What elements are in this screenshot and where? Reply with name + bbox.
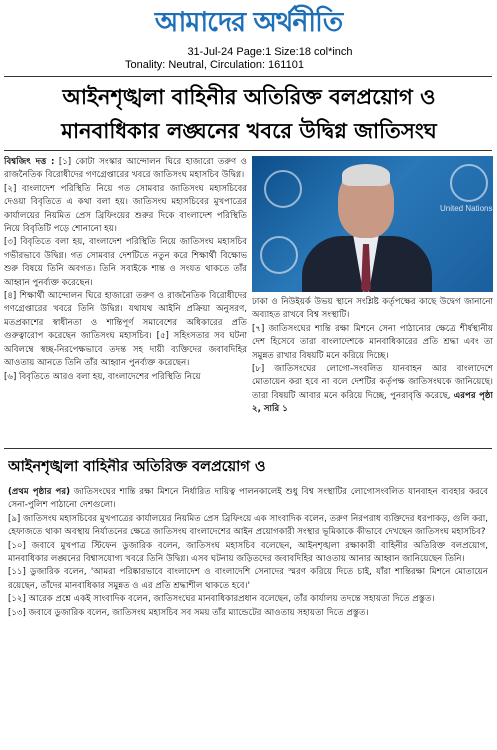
un-spokesperson-photo [252, 156, 493, 292]
article-paragraph: [১৩] জবাবে ডুজারিক বলেন, জাতিসংঘ মহাসচিব সব সময় তাঁর ম্যান্ডেটের আওতায় সহায়তা দিতে প্রস্তুত। [8, 607, 369, 618]
masthead-logo: আমাদের অর্থনীতি [154, 7, 343, 38]
continuation-lead: (প্রথম পৃষ্ঠার পর) [8, 487, 71, 497]
un-emblem-icon [264, 170, 302, 208]
article-paragraph: [২] বাংলাদেশ পরিস্থিতি নিয়ে গত সোমবার জাতিসংঘ মহাসচিবের দেওয়া বিবৃতিতে এ কথা বলা হয়। জাতিসংঘ মহাসচিবের মুখপাত্রের কার্যালয়ের নিয়মিত প্রেস ব্রিফিংয়ের শুরুর দিকে বাংলাদেশ পরিস্থিতি নিয়ে বিবৃতিটি পড়ে শোনানো হয়। [4, 183, 247, 235]
article-column-right [252, 296, 493, 434]
person-hair [342, 164, 390, 186]
divider [4, 76, 492, 77]
page-title [6, 80, 492, 148]
article-paragraph: [১০] জবাবে মুখপাত্র স্টিফেন ডুজারিক বলেন, জাতিসংঘ মহাসচিব বলেছেন, আইনশৃঙ্খলা রক্ষাকারী বাহিনীর অতিরিক্ত বলপ্রয়োগ, মানবাধিকার লঙ্ঘনের বিশ্বাসযোগ্য খবরে তিনি উদ্বিগ্ন। এসব ঘটনায় জড়িতদের জবাবদিহির আওতায় আনার আহ্বান জানিয়েছেন তিনি। [8, 540, 488, 565]
un-backdrop-text: United Nations [440, 204, 493, 213]
article-paragraph: বিশ্বজিৎ দত্ত : [১] কোটা সংস্কার আন্দোলন ঘিরে হাজারো তরুণ ও রাজনৈতিক বিরোধীদের গণগ্রেপ্তারের খবরে জাতিসংঘ মহাসচিব উদ্বিগ্ন। [4, 157, 247, 181]
article-paragraph: [৯] জাতিসংঘ মহাসচিবের মুখপাত্রের কার্যালয়ের নিয়মিত প্রেস ব্রিফিংয়ে এক সাংবাদিক বলেন, তরুণ নিরপরাধ ব্যক্তিদের ধরপাকড়, গুলি করা, হেফাজতে থাকা অবস্থায় নির্যাতনের ক্ষেত্রে জাতিসংঘ বাংলাদেশের আইন প্রয়োগকারী সংস্থার ভূমিকাকে কীভাবে দেখছেন জাতিসংঘ মহাসচিব? [8, 513, 488, 538]
article-paragraph: [৬] বিবৃতিতে আরও বলা হয়, বাংলাদেশের পরিস্থিতি নিয়ে [4, 371, 201, 382]
article-paragraph: (প্রথম পৃষ্ঠার পর) জাতিসংঘের শান্তি রক্ষা মিশনে নির্ধারিত দায়িত্ব পালনকালেই শুধু বিশ্ব সংস্থাটির লোগোসংবলিত যানবাহন ব্যবহার করবে সেনা-পুলিশ পাঠানো দেশগুলো। [8, 487, 488, 511]
article-paragraph: [১২] আরেক প্রশ্নে একই সাংবাদিক বলেন, জাতিসংঘের মানবাধিকারপ্রধান বলেছেন, তাঁর কার্যালয় তদন্তে সহায়তা দিতে প্রস্তুত। [8, 594, 435, 605]
article-paragraph: [১১] ডুজারিক বলেন, 'আমরা পরিষ্কারভাবে বাংলাদেশ ও বাংলাদেশি সেনাদের স্মরণ করিয়ে দিতে চাই, যাঁরা শান্তিরক্ষা মিশনে মোতায়েন রয়েছেন, তাঁদের মানবাধিকার সমুন্নত ও এর প্রতি শ্রদ্ধাশীল থাকতে হবে।' [8, 567, 488, 591]
un-emblem-icon [450, 164, 488, 202]
headline-line-2: মানবাধিকার লঙ্ঘনের খবরে উদ্বিগ্ন জাতিসংঘ [61, 119, 437, 143]
continuation-subhead: আইনশৃঙ্খলা বাহিনীর অতিরিক্ত বলপ্রয়োগ ও [8, 459, 266, 475]
article-paragraph: [৮] জাতিসংঘের লোগো-সংবলিত যানবাহন আর বাংলাদেশে মোতায়েন করা হবে না বলে দেশটির কর্তৃপক্ষ জাতিসংঘকে জানিয়েছে। তারা বিষয়টি আবার মনে করিয়ে দিচ্ছে, পুনরাবৃত্তি করেছে, এরপর পৃষ্ঠা ২, সারি ১ [252, 364, 493, 415]
article-paragraph: [৭] জাতিসংঘের শান্তি রক্ষা মিশনে সেনা পাঠানোর ক্ষেত্রে শীর্ষস্থানীয় দেশ হিসেবে তারা বাংলাদেশকে মানবাধিকারের প্রতি শ্রদ্ধা এবং তা সমুন্নত রাখার বিষয়টি মনে করিয়ে দিচ্ছে। [252, 323, 493, 361]
byline: বিশ্বজিৎ দত্ত : [4, 157, 55, 167]
article-paragraph: ঢাকা ও নিউইয়র্ক উভয় স্থানে সংশ্লিষ্ট কর্তৃপক্ষের কাছে উদ্বেগ জানানো অব্যাহত রাখবে বিশ্ব সংস্থাটি। [252, 297, 493, 321]
un-emblem-icon [260, 236, 298, 274]
article-paragraph: [৪] শিক্ষার্থী আন্দোলন ঘিরে হাজারো তরুণ ও রাজনৈতিক বিরোধীদের গণগ্রেপ্তারের খবরে তিনি উদ্বিগ্ন। যথাযথ আইনি প্রক্রিয়া অনুসরণ, মতপ্রকাশের স্বাধীনতা ও শান্তিপূর্ণ সমাবেশের অধিকারের প্রতি গুরুত্বারোপ করেছেন জাতিসংঘ মহাসচিব। [৫] সহিংসতার সব ঘটনা অবিলম্বে স্বচ্ছ-নিরপেক্ষভাবে তদন্ত সহ দায়ী ব্যক্তিদের জবাবদিহির আওতায় আনতে তিনি তাঁর আহ্বান পুনর্ব্যক্ত করেছেন। [4, 291, 247, 369]
page-jump: এরপর পৃষ্ঠা ২, সারি ১ [252, 390, 493, 415]
clipping-meta [120, 46, 420, 72]
article-paragraph: [৩] বিবৃতিতে বলা হয়, বাংলাদেশ পরিস্থিতি নিয়ে জাতিসংঘ মহাসচিব গভীরভাবে উদ্বিগ্ন। গত সোমবার দেশটিতে নতুন করে শিক্ষার্থী বিক্ষোভ শুরু বিষয়ে তিনি অবগত। তিনি সবাইকে শান্ত ও সংযত থাকতে তাঁর আহ্বান পুনর্ব্যক্ত করেছেন। [4, 237, 247, 288]
continuation-body [8, 486, 488, 742]
clipping-tonality: Tonality: Neutral, Circulation: 161101 [125, 59, 304, 71]
divider [4, 448, 492, 449]
headline-line-1: আইনশৃঙ্খলা বাহিনীর অতিরিক্ত বলপ্রয়োগ ও [62, 85, 436, 109]
clipping-date-size: 31-Jul-24 Page:1 Size:18 col*inch [187, 46, 353, 58]
article-column-left [4, 156, 247, 434]
divider [4, 150, 492, 151]
